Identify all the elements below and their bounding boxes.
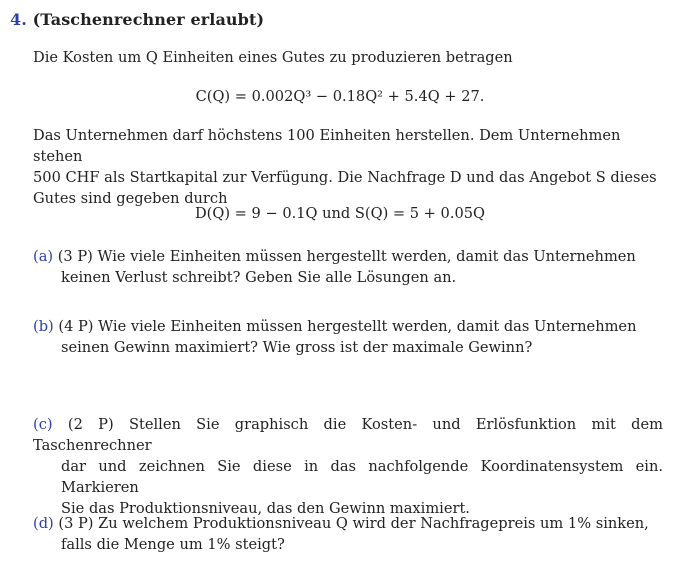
context-line-3: Gutes sind gegeben durch bbox=[33, 190, 228, 207]
part-a-line-1 bbox=[33, 246, 663, 267]
demand-supply-text: D(Q) = 9 − 0.1Q und S(Q) = 5 + 0.05Q bbox=[194, 205, 486, 222]
part-c-text-3: Sie das Produktionsniveau, das den Gewinn maximiert. bbox=[61, 500, 470, 517]
part-d-text-1: Zu welchem Produktionsniveau Q wird der Nachfragepreis um 1% sinken, bbox=[98, 515, 649, 532]
context-line-1: Das Unternehmen darf höchstens 100 Einheiten herstellen. Dem Unternehmen stehen bbox=[33, 127, 621, 165]
part-c-text-1: Stellen Sie graphisch die Kosten- und Erlösfunktion mit dem Taschenrechner bbox=[33, 416, 663, 454]
part-a-label: (a) bbox=[33, 248, 54, 265]
demand-supply-formula bbox=[0, 205, 680, 222]
part-d bbox=[33, 513, 663, 555]
part-a-text-2: keinen Verlust schreibt? Geben Sie alle Lösungen an. bbox=[61, 269, 457, 286]
context-line-2: 500 CHF als Startkapital zur Verfügung. Die Nachfrage D und das Angebot S dieses bbox=[33, 169, 657, 186]
part-b-label: (b) bbox=[33, 318, 54, 335]
part-c-line-1 bbox=[33, 414, 663, 456]
part-d-label: (d) bbox=[33, 515, 54, 532]
part-d-points: (3 P) bbox=[58, 515, 94, 532]
part-d-line-1 bbox=[33, 513, 663, 534]
intro-text: Die Kosten um Q Einheiten eines Gutes zu produzieren betragen bbox=[33, 49, 513, 66]
cost-function-text: C(Q) = 0.002Q³ − 0.18Q² + 5.4Q + 27. bbox=[195, 88, 485, 105]
part-a bbox=[33, 246, 663, 288]
part-b-text-1: Wie viele Einheiten müssen hergestellt werden, damit das Unternehmen bbox=[98, 318, 637, 335]
exercise-number: 4. bbox=[10, 10, 27, 29]
exercise-title: (Taschenrechner erlaubt) bbox=[32, 10, 265, 29]
part-b bbox=[33, 316, 663, 358]
context-paragraph bbox=[33, 125, 663, 209]
part-b-points: (4 P) bbox=[58, 318, 94, 335]
cost-function-formula bbox=[0, 88, 680, 105]
part-c-label: (c) bbox=[33, 416, 53, 433]
part-d-text-2: falls die Menge um 1% steigt? bbox=[61, 536, 285, 553]
part-c-points: (2 P) bbox=[67, 416, 114, 433]
part-c-text-2: dar und zeichnen Sie diese in das nachfolgende Koordinatensystem ein. Markieren bbox=[61, 458, 663, 496]
part-b-text-2: seinen Gewinn maximiert? Wie gross ist der maximale Gewinn? bbox=[61, 339, 533, 356]
part-a-text-1: Wie viele Einheiten müssen hergestellt werden, damit das Unternehmen bbox=[97, 248, 636, 265]
part-c bbox=[33, 414, 663, 519]
part-b-line-1 bbox=[33, 316, 663, 337]
part-a-points: (3 P) bbox=[57, 248, 93, 265]
exercise-heading bbox=[10, 10, 264, 29]
